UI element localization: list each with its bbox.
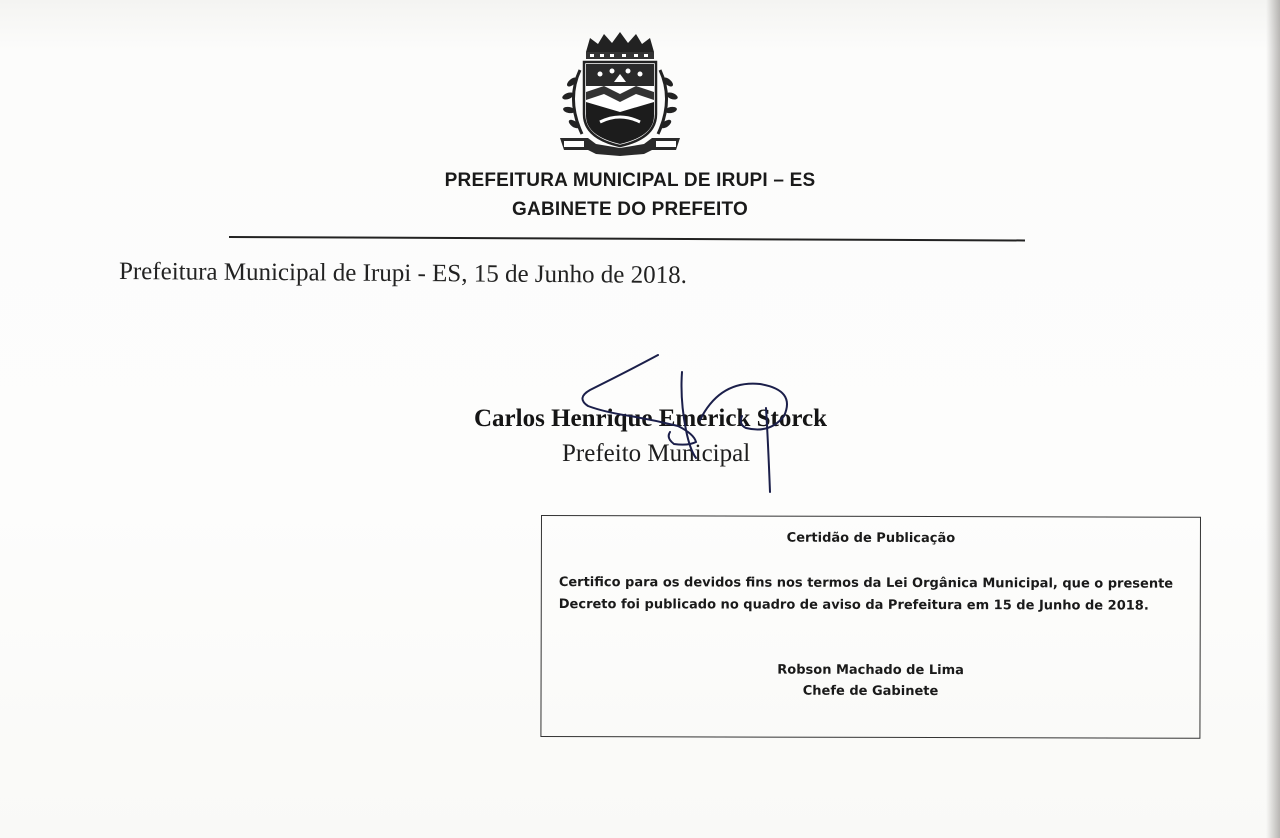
header-title: PREFEITURA MUNICIPAL DE IRUPI – ES bbox=[444, 170, 816, 191]
signer-name: Carlos Henrique Emerick Storck bbox=[474, 405, 827, 432]
publication-certificate-box bbox=[540, 515, 1201, 739]
signer-role: Prefeito Municipal bbox=[562, 440, 751, 467]
page-edge-shadow bbox=[1266, 0, 1280, 838]
header-subtitle: GABINETE DO PREFEITO bbox=[512, 199, 748, 220]
date-line: Prefeitura Municipal de Irupi - ES, 15 de Junho de 2018. bbox=[118, 258, 688, 289]
certificate-signer-name: Robson Machado de Lima bbox=[777, 662, 964, 679]
certificate-signer-role: Chefe de Gabinete bbox=[802, 683, 939, 700]
header-divider bbox=[229, 236, 1025, 241]
coat-of-arms-icon bbox=[552, 30, 688, 158]
certificate-title: Certidão de Publicação bbox=[786, 530, 956, 547]
certificate-signer bbox=[542, 659, 1200, 703]
certificate-text: Certifico para os devidos fins nos termos da Lei Orgânica Municipal, que o presente Decreto foi publicado no quadro de aviso da Prefeitura em 15 de Junho de 2018. bbox=[558, 575, 1174, 614]
handwritten-signature-icon bbox=[570, 350, 800, 500]
